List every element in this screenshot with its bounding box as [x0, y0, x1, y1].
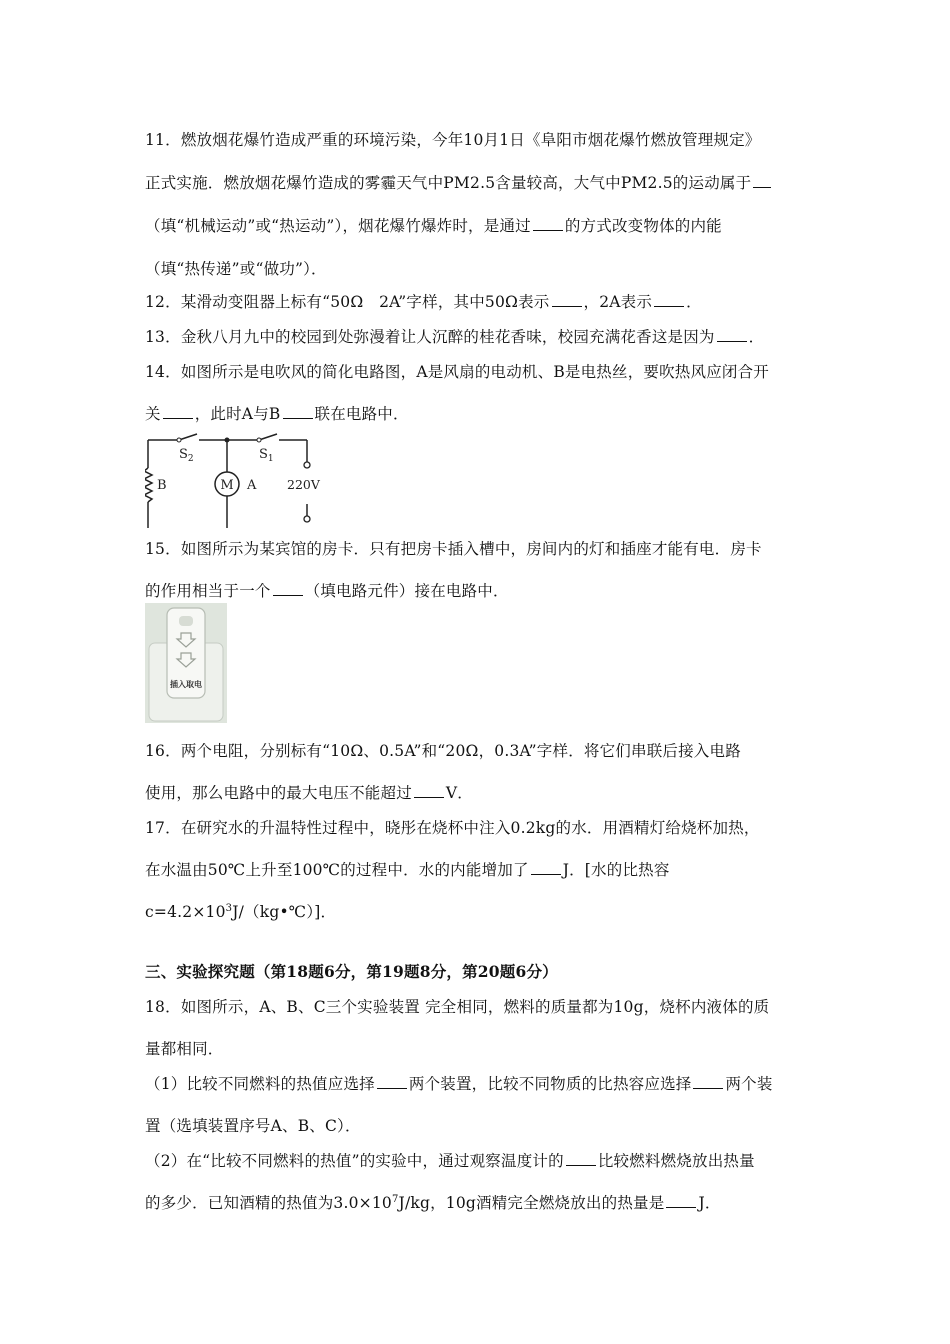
q11-line-3-pre: （填“机械运动”或“热运动”），烟花爆竹爆炸时，是通过 — [145, 217, 531, 235]
q11-line-2-text: 正式实施．燃放烟花爆竹造成的雾霾天气中PM2.5含量较高，大气中PM2.5的运动属于 — [145, 174, 752, 192]
q16-post: V． — [445, 784, 473, 802]
q16-pre: 使用，那么电路中的最大电压不能超过 — [145, 784, 412, 802]
voltage-label: 220V — [287, 477, 320, 492]
q14-part-3: 联在电路中． — [314, 405, 409, 423]
q17-line-1: 17．在研究水的升温特性过程中，晓彤在烧杯中注入0.2kg的水．用酒精灯给烧杯加热， — [145, 819, 760, 837]
card-label: 插入取电 — [170, 680, 202, 689]
q18-line-5 — [145, 1149, 755, 1171]
q11-line-4: （填“热传递”或“做功”）． — [145, 260, 327, 278]
q11-line-3-post: 的方式改变物体的内能 — [564, 217, 722, 235]
answer-blank — [377, 1087, 407, 1089]
room-card-image — [145, 603, 227, 723]
heating-coil-b — [145, 468, 152, 502]
q18-exponent: 7 — [391, 1193, 399, 1205]
q18-part-1: （1）比较不同燃料的热值应选择 — [145, 1075, 375, 1093]
answer-blank — [552, 305, 582, 307]
q15-line-1: 15．如图所示为某宾馆的房卡．只有把房卡插入槽中，房间内的灯和插座才能有电．房卡 — [145, 540, 762, 558]
q17-post: J．[水的比热容 — [562, 861, 670, 879]
q12-part-1: 12．某滑动变阻器上标有“50Ω 2A”字样，其中50Ω表示 — [145, 293, 550, 311]
q18-line-3 — [145, 1072, 773, 1094]
answer-blank — [654, 305, 684, 307]
q18-line-4: 置（选填装置序号A、B、C）． — [145, 1117, 361, 1135]
answer-blank — [533, 229, 563, 231]
answer-blank — [666, 1206, 696, 1208]
q17-pre: 在水温由50℃上升至100℃的过程中．水的内能增加了 — [145, 861, 529, 879]
q12-part-3: ． — [686, 293, 702, 311]
q18-line-5-pre: （2）在“比较不同燃料的热值”的实验中，通过观察温度计的 — [145, 1152, 564, 1170]
q18-line-6-part-1: 的多少．已知酒精的热值为3.0×10 — [145, 1194, 392, 1212]
q18-line-5-post: 比较燃料燃烧放出热量 — [597, 1152, 755, 1170]
q15-pre: 的作用相当于一个 — [145, 582, 271, 600]
q17-formula-post: J/（kg•℃）]． — [232, 903, 337, 921]
q18-line-6 — [145, 1191, 721, 1213]
q17-formula-exponent: 3 — [225, 902, 233, 914]
circuit-diagram — [145, 432, 330, 530]
q16-line-2 — [145, 781, 473, 803]
q17-formula-pre: c=4.2×10 — [145, 903, 226, 921]
coil-b-label: B — [157, 478, 167, 493]
answer-blank — [273, 594, 303, 596]
q12-line — [145, 290, 702, 312]
answer-blank — [163, 417, 193, 419]
q18-part-3: 两个装 — [725, 1075, 773, 1093]
q14-part-1: 关 — [145, 405, 161, 423]
answer-blank — [753, 186, 771, 188]
switch-s2-blade — [179, 434, 197, 440]
q15-post: （填电路元件）接在电路中． — [304, 582, 509, 600]
q18-line-1: 18．如图所示，A、B、C三个实验装置 完全相同，燃料的质量都为10g，烧杯内液体的质 — [145, 998, 770, 1016]
section-3-heading: 三、实验探究题（第18题6分，第19题8分，第20题6分） — [145, 962, 558, 981]
switch-s1-pivot — [257, 438, 261, 442]
q11-line-2 — [145, 171, 773, 193]
motor-m-label: M — [220, 478, 234, 493]
q12-part-2: ，2A表示 — [583, 293, 653, 311]
switch-s2-label: $S_2$ — [179, 447, 194, 464]
answer-blank — [566, 1164, 596, 1166]
switch-s2-pivot — [177, 438, 181, 442]
answer-blank — [414, 796, 444, 798]
q14-line-1: 14．如图所示是电吹风的简化电路图，A是风扇的电动机、B是电热丝，要吹热风应闭合开 — [145, 363, 770, 381]
q16-line-1: 16．两个电阻，分别标有“10Ω、0.5A”和“20Ω，0.3A”字样．将它们串联后接入电路 — [145, 742, 741, 760]
q15-line-2 — [145, 579, 509, 601]
q17-line-2 — [145, 858, 670, 880]
answer-blank — [717, 340, 747, 342]
q18-part-2: 两个装置，比较不同物质的比热容应选择 — [408, 1075, 692, 1093]
junction-dot — [225, 438, 230, 443]
terminal-top — [304, 462, 310, 468]
motor-a-label: A — [247, 478, 257, 493]
q13-post: ． — [748, 328, 765, 346]
terminal-bottom — [304, 516, 310, 522]
q13-pre: 13．金秋八月九中的校园到处弥漫着让人沉醉的桂花香味，校园充满花香这是因为 — [145, 328, 715, 346]
switch-s1-label: $S_1$ — [259, 447, 274, 464]
switch-s1-blade — [259, 434, 277, 440]
q11-line-1: 11．燃放烟花爆竹造成严重的环境污染，今年10月1日《阜阳市烟花爆竹燃放管理规定》 — [145, 131, 761, 149]
q13-line — [145, 325, 764, 347]
answer-blank — [693, 1087, 723, 1089]
q11-line-3 — [145, 214, 722, 236]
answer-blank — [531, 873, 561, 875]
answer-blank — [283, 417, 313, 419]
q18-line-6-part-3: J． — [698, 1194, 721, 1212]
q18-line-2: 量都相同． — [145, 1040, 224, 1058]
q18-line-6-part-2: J/kg，10g酒精完全燃烧放出的热量是 — [398, 1194, 665, 1212]
q14-line-2 — [145, 402, 409, 424]
card-hole — [179, 616, 193, 626]
q17-line-3 — [145, 900, 336, 922]
q14-part-2: ，此时A与B — [194, 405, 281, 423]
